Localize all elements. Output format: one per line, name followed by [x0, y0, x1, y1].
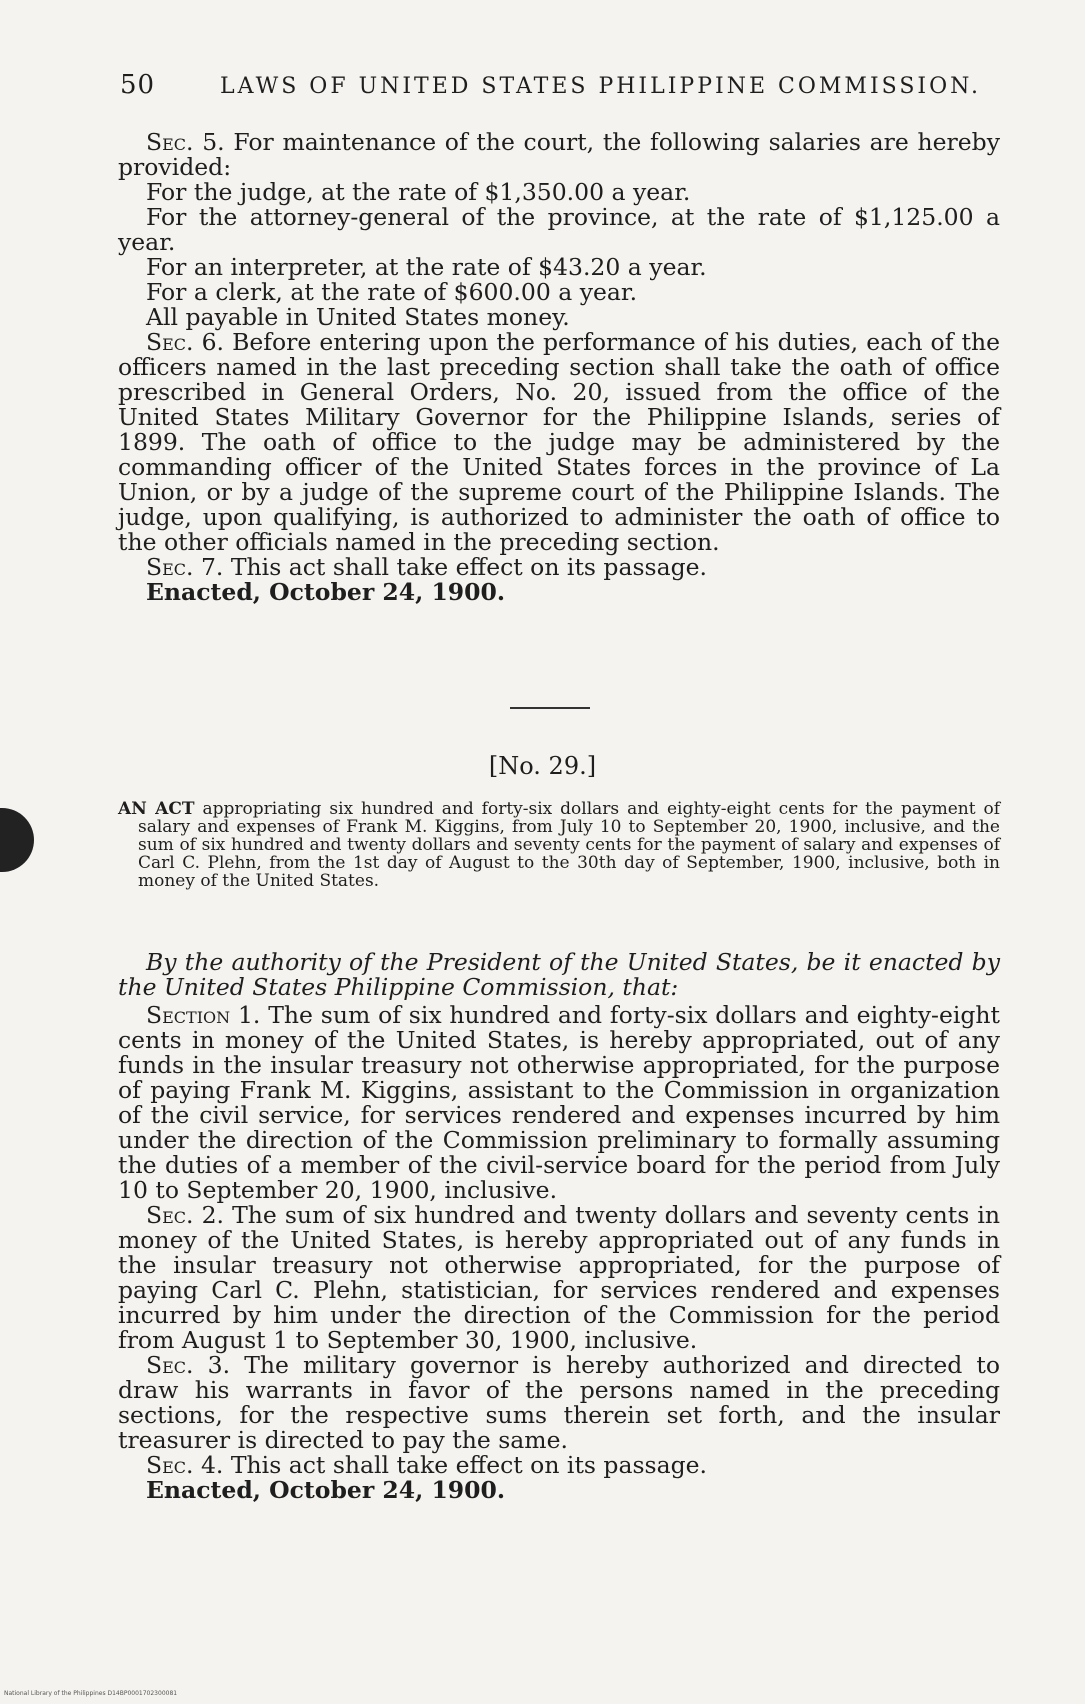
section-label: Section 1. [146, 1001, 261, 1029]
previous-act-sections [118, 130, 1000, 605]
payable-note: All payable in United States money. [146, 303, 570, 331]
section-label: Sec. 2. [146, 1201, 224, 1229]
section-text: This act shall take effect on its passage. [230, 553, 708, 581]
salary-judge: For the judge, at the rate of $1,350.00 a year. [146, 178, 691, 206]
preamble-text: appropriating six hundred and forty-six dollars and eighty-eight cents for the payment of salary and expenses of Frank M. Kiggins, from July 10 to September 20, 1900, inclusive, and the sum of six hundred and twenty dollars and seventy cents for the payment of salary and expenses of Carl C. Plehn, from the 1st day of August to the 30th day of September, 1900, inclusive, both in money of the United States. [138, 799, 1000, 891]
section-label: Sec. 3. [146, 1351, 231, 1379]
section-label: Sec. 5. [146, 128, 225, 156]
section-text: The sum of six hundred and forty-six dollars and eighty-eight cents in money of the United States, is hereby appropriated, out of any funds in the insular treasury not otherwise appropriated, for the purpose of paying Frank M. Kiggins, assistant to the Commission in organization of the civil service, for services rendered and expenses incurred by him under the direction of the Commission preliminary to formally assuming the duties of a member of the civil-service board for the period from July 10 to September 20, 1900, inclusive. [118, 1001, 1000, 1204]
section-4 [118, 1453, 1000, 1478]
preamble-lead: AN ACT [118, 799, 195, 819]
salary-attorney-general: For the attorney-general of the province, at the rate of $1,125.00 a year. [118, 203, 1000, 256]
page-number: 50 [120, 70, 156, 100]
act-number: [No. 29.] [488, 752, 597, 780]
section-3 [118, 1353, 1000, 1453]
salary-interpreter: For an interpreter, at the rate of $43.20 a year. [146, 253, 707, 281]
section-1 [118, 1003, 1000, 1203]
scan-binding-mark [0, 808, 34, 872]
section-6 [118, 330, 1000, 555]
section-5 [118, 130, 1000, 180]
page-header [120, 70, 1000, 110]
running-title: LAWS OF UNITED STATES PHILIPPINE COMMISSION. [220, 74, 981, 99]
section-text: The military governor is hereby authorized and directed to draw his warrants in favor of the persons named in the preceding sections, for the respective sums therein set forth, and the insular treasurer is directed to pay the same. [118, 1351, 1000, 1454]
section-text: This act shall take effect on its passage. [230, 1451, 708, 1479]
section-text: The sum of six hundred and twenty dollars and seventy cents in money of the United States, is hereby appropriated out of any funds in the insular treasury not otherwise appropriated, for the purpose of paying Carl C. Plehn, statistician, for services rendered and expenses incurred by him under the direction of the Commission for the period from August 1 to September 30, 1900, inclusive. [118, 1201, 1000, 1354]
section-divider [510, 707, 590, 709]
salary-clerk: For a clerk, at the rate of $600.00 a year. [146, 278, 638, 306]
section-text: For maintenance of the court, the following salaries are hereby provided: [118, 128, 1000, 181]
section-text: Before entering upon the performance of his duties, each of the officers named in the last preceding section shall take the oath of office prescribed in General Orders, No. 20, issued from the office of the United States Military Governor for the Philippine Islands, series of 1899. The oath of office to the judge may be administered by the commanding officer of the United States forces in the province of La Union, or by a judge of the supreme court of the Philippine Islands. The judge, upon qualifying, is authorized to administer the oath of office to the other officials named in the preceding section. [118, 328, 1000, 556]
scan-credit: National Library of the Philippines D14BP0001702300081 [4, 1690, 178, 1697]
act-sections [118, 1003, 1000, 1503]
enacting-clause: By the authority of the President of the United States, be it enacted by the United States Philippine Commission, that: [118, 948, 1000, 1001]
act-preamble [118, 800, 1000, 890]
enacted-date: Enacted, October 24, 1900. [146, 578, 506, 606]
section-2 [118, 1203, 1000, 1353]
section-label: Sec. 7. [146, 553, 224, 581]
enacted-date: Enacted, October 24, 1900. [146, 1476, 506, 1504]
section-label: Sec. 6. [146, 328, 225, 356]
section-label: Sec. 4. [146, 1451, 224, 1479]
section-7 [118, 555, 1000, 580]
